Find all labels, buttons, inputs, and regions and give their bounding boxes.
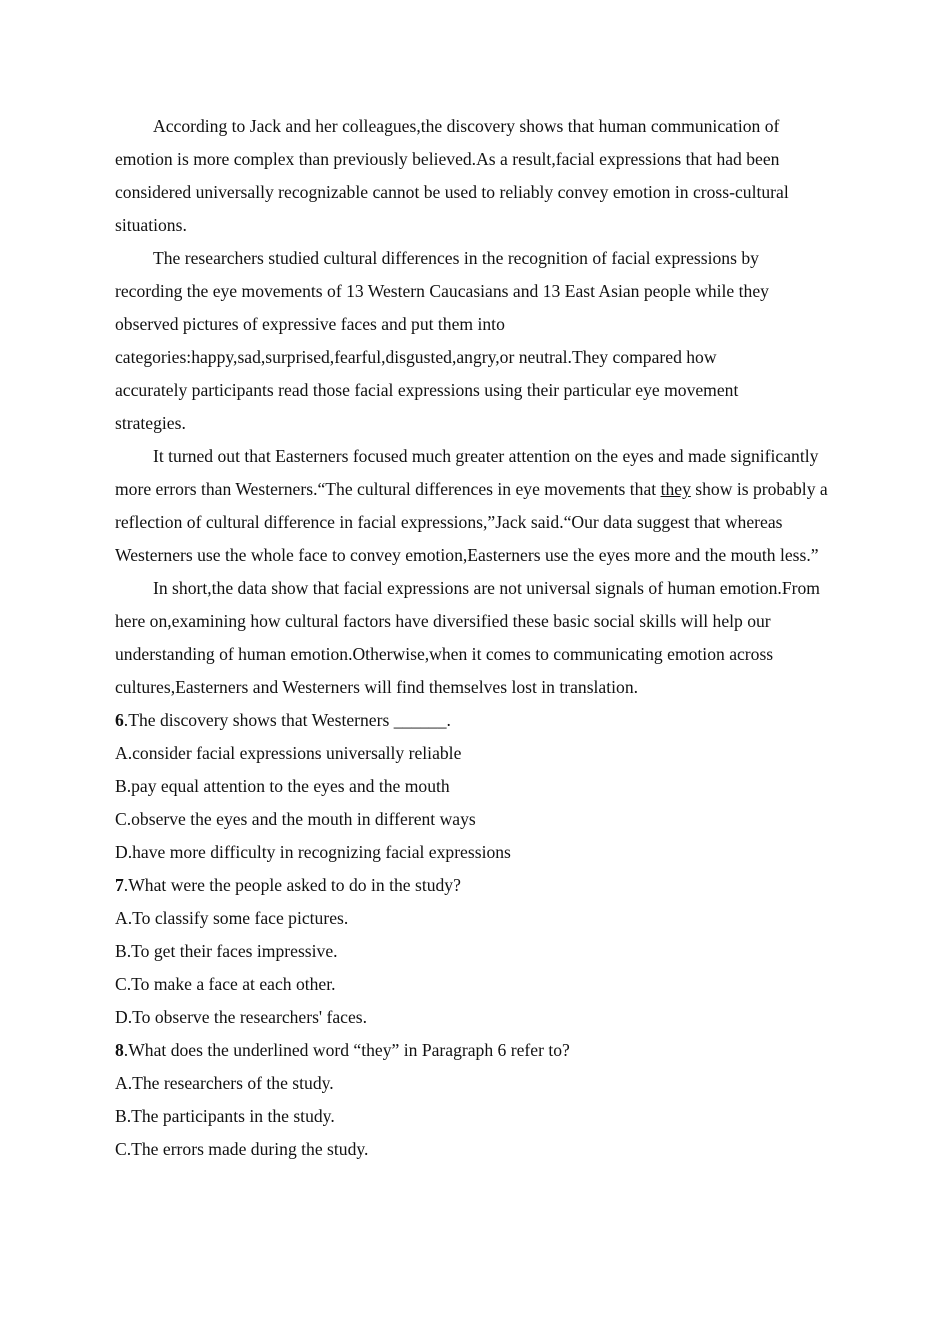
paragraph-2 xyxy=(115,242,837,440)
paragraph-1: According to Jack and her colleagues,the discovery shows that human communication of emotion is more complex than previously believed.As a result,facial expressions that had been considered universally recognizable cannot be used to reliably convey emotion in cross-cultural situations. xyxy=(115,116,789,235)
question-8 xyxy=(115,1034,837,1166)
option-a: A.The researchers of the study. xyxy=(115,1073,334,1093)
paragraph-3-text-after: show is probably a reflection of cultural difference in facial expressions,”Jack said.“Our data suggest that whereas Westerners use the whole face to convey emotion,Easterners use the eyes more and the mouth less.” xyxy=(115,479,828,565)
question-number: 7 xyxy=(115,875,124,895)
question-stem xyxy=(115,704,837,737)
question-7 xyxy=(115,869,837,1034)
paragraph-3 xyxy=(115,440,837,572)
option-a: A.consider facial expressions universally reliable xyxy=(115,743,462,763)
option-c: C.observe the eyes and the mouth in different ways xyxy=(115,809,476,829)
question-stem xyxy=(115,1034,837,1067)
option-b: B.To get their faces impressive. xyxy=(115,941,338,961)
paragraph-2-line-1: The researchers studied cultural differences in the recognition of facial expressions by xyxy=(153,248,759,268)
paragraph-2-line-6: strategies. xyxy=(115,413,186,433)
underlined-word-they: they xyxy=(660,479,691,499)
option-d: D.have more difficulty in recognizing facial expressions xyxy=(115,842,511,862)
option-c: C.To make a face at each other. xyxy=(115,974,336,994)
option-b: B.pay equal attention to the eyes and the mouth xyxy=(115,776,450,796)
question-text: .The discovery shows that Westerners ______. xyxy=(123,710,451,730)
document-page xyxy=(115,110,837,1166)
question-6 xyxy=(115,704,837,869)
option-c: C.The errors made during the study. xyxy=(115,1139,369,1159)
paragraph-2-line-2: recording the eye movements of 13 Western Caucasians and 13 East Asian people while they xyxy=(115,281,769,301)
question-text: .What does the underlined word “they” in Paragraph 6 refer to? xyxy=(123,1040,570,1060)
question-number: 8 xyxy=(115,1040,124,1060)
paragraph-4: In short,the data show that facial expressions are not universal signals of human emotion.From here on,examining how cultural factors have diversified these basic social skills will help our understanding of human emotion.Otherwise,when it comes to communicating emotion across cultures,Easterners and Westerners will find themselves lost in translation. xyxy=(115,578,820,697)
paragraph-2-line-3: observed pictures of expressive faces and put them into xyxy=(115,314,505,334)
paragraph-3-text-before: It turned out that Easterners focused much greater attention on the eyes and made significantly more errors than Westerners.“The cultural differences in eye movements that xyxy=(115,446,819,499)
question-text: .What were the people asked to do in the study? xyxy=(123,875,461,895)
option-a: A.To classify some face pictures. xyxy=(115,908,349,928)
option-b: B.The participants in the study. xyxy=(115,1106,335,1126)
paragraph-2-line-4: categories:happy,sad,surprised,fearful,disgusted,angry,or neutral.They compared how xyxy=(115,347,717,367)
option-d: D.To observe the researchers' faces. xyxy=(115,1007,368,1027)
question-stem xyxy=(115,869,837,902)
question-number: 6 xyxy=(115,710,124,730)
paragraph-2-line-5: accurately participants read those facial expressions using their particular eye movement xyxy=(115,380,739,400)
